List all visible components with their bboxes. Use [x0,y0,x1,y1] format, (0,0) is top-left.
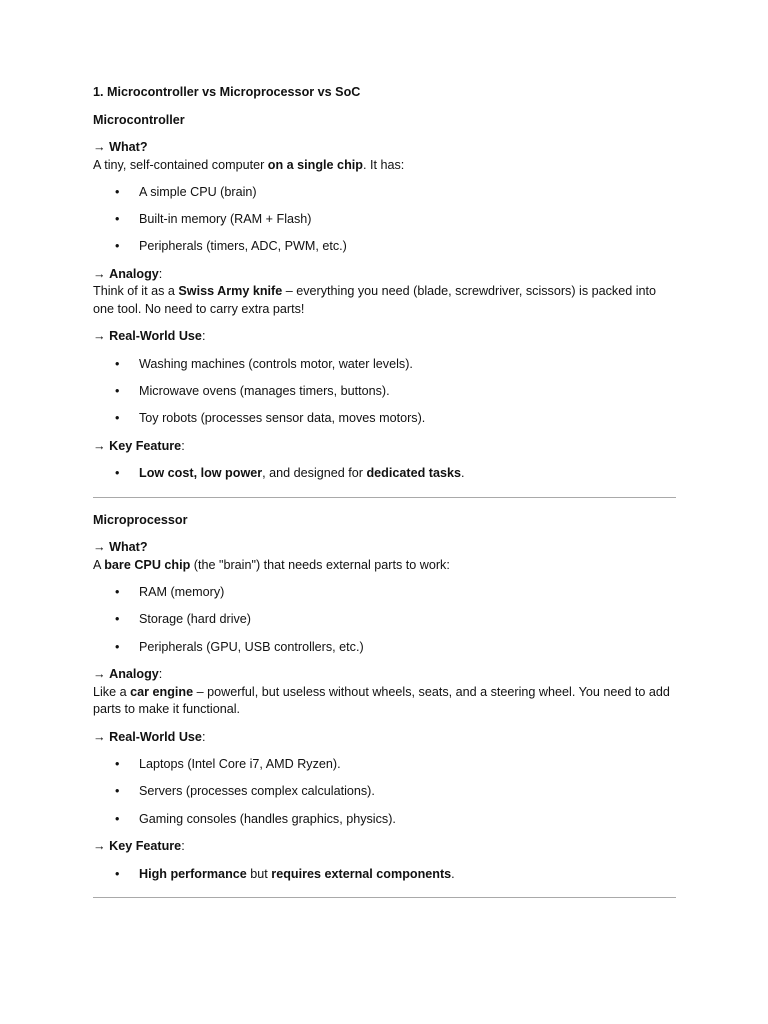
real-world-use-heading [93,729,676,747]
key-feature-heading-label: Key Feature [109,839,182,853]
analogy-description [93,684,676,719]
what-heading-label: What? [109,140,148,154]
real-world-use-heading-colon: : [201,329,206,344]
section-2 [93,512,676,883]
analogy-text: – powerful, but useless without wheels, seats, and a steering wheel. You need to add parts to make it functional. [93,684,670,717]
list-item: • Laptops (Intel Core i7, AMD Ryzen). [93,756,676,774]
analogy-bold: car engine [130,684,194,699]
what-heading [93,539,676,557]
spacer [93,455,676,465]
list-item [93,866,676,884]
list-item-text: . [460,466,465,481]
arrow-icon: → [93,667,110,682]
list-item: • Servers (processes complex calculations). [93,783,676,801]
what-description [93,557,676,575]
what-text: . It has: [362,157,405,172]
section-title: Microprocessor [93,512,188,527]
list-item: • RAM (memory) [93,584,676,602]
list-item [93,465,676,483]
what-text: (the "brain") that needs external parts to work: [190,557,450,572]
arrow-icon: → [93,438,110,453]
key-feature-heading-colon: : [181,438,185,453]
analogy-heading-colon: : [158,667,163,682]
sections-container [93,112,676,899]
list-item-text: , and designed for [262,466,367,481]
analogy-heading-label: Analogy [109,667,159,682]
list-item-bold: requires external components [271,866,452,881]
what-heading [93,139,676,157]
what-bold: on a single chip [267,157,363,172]
list-item: • Toy robots (processes sensor data, moves motors). [93,410,676,428]
arrow-icon: → [93,839,110,853]
analogy-bold: Swiss Army knife [178,284,283,299]
what-description [93,157,676,175]
list-item-bold: High performance [139,866,247,881]
section-divider [93,497,676,498]
analogy-heading [93,666,676,684]
key-feature-heading-label: Key Feature [109,438,182,453]
section-1 [93,112,676,483]
what-list [93,184,676,256]
analogy-heading [93,266,676,284]
real-world-use-list [93,356,676,428]
real-world-use-heading [93,328,676,346]
key-feature-list [93,866,676,884]
list-item: • Washing machines (controls motor, water levels). [93,356,676,374]
analogy-text: – everything you need (blade, screwdriver, scissors) is packed into one tool. No need to carry extra parts! [93,284,657,316]
arrow-icon: → [93,729,110,744]
arrow-icon: → [93,140,110,154]
list-item: • Built-in memory (RAM + Flash) [93,211,676,229]
arrow-icon: → [93,540,110,555]
list-item-text: but [246,866,272,881]
real-world-use-heading-label: Real-World Use [109,729,202,744]
real-world-use-heading-colon: : [201,729,206,744]
arrow-icon: → [93,329,110,344]
section-title: Microcontroller [93,112,185,127]
section-divider [93,897,676,898]
analogy-text: Think of it as a [93,284,179,299]
key-feature-heading-colon: : [181,839,185,853]
document-title: 1. Microcontroller vs Microprocessor vs SoC [93,85,361,99]
what-heading-label: What? [109,540,148,555]
list-item-bold: Low cost, low power [139,466,263,481]
key-feature-heading [93,838,676,856]
analogy-description [93,283,676,318]
list-item-bold: dedicated tasks [366,466,461,481]
key-feature-heading [93,438,676,456]
what-text: A tiny, self-contained computer [93,157,268,172]
spacer [93,856,676,866]
key-feature-list [93,465,676,483]
what-bold: bare CPU chip [104,557,191,572]
list-item-text: . [451,866,455,881]
list-item: • Microwave ovens (manages timers, buttons). [93,383,676,401]
spacer [93,346,676,356]
list-item: • Storage (hard drive) [93,611,676,629]
spacer [93,746,676,756]
list-item: • A simple CPU (brain) [93,184,676,202]
list-item: • Gaming consoles (handles graphics, physics). [93,811,676,829]
real-world-use-heading-label: Real-World Use [109,329,202,344]
what-text: A [93,557,105,572]
analogy-text: Like a [93,684,131,699]
arrow-icon: → [93,266,110,281]
real-world-use-list [93,756,676,828]
list-item: • Peripherals (timers, ADC, PWM, etc.) [93,238,676,256]
document-page [93,84,676,912]
what-list [93,584,676,656]
analogy-heading-label: Analogy [109,266,159,281]
list-item: • Peripherals (GPU, USB controllers, etc.) [93,639,676,657]
analogy-heading-colon: : [158,266,163,281]
